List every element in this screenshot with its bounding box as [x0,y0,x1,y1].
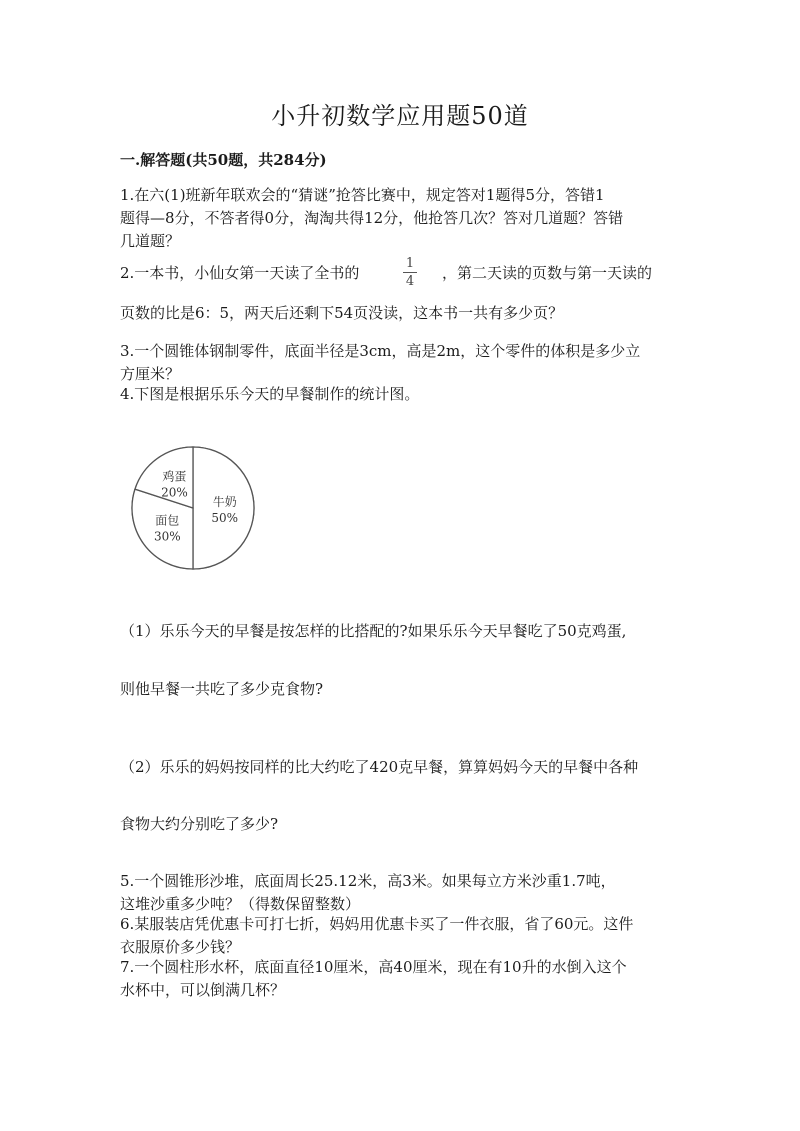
q4-sub1-line-2: 则他早餐一共吃了多少克食物? [120,680,324,698]
pie-label-pct-3: 20% [161,485,188,500]
pie-chart [128,444,264,580]
pie-label-name-3: 鸡蛋 [162,469,187,484]
q4-line-1: 4.下图是根据乐乐今天的早餐制作的统计图。 [120,385,420,403]
q2-line-2: 页数的比是6：5，两天后还剩下54页没读，这本书一共有多少页？ [120,304,564,322]
fraction-denominator: 4 [405,274,415,289]
q7-line-2: 水杯中，可以倒满几杯？ [120,981,286,999]
q4-sub1-line-1: （1）乐乐今天的早餐是按怎样的比搭配的?如果乐乐今天早餐吃了50克鸡蛋, [120,622,627,640]
q1-line-3: 几道题？ [120,232,181,250]
pie-label-pct-2: 30% [153,529,181,544]
q4-sub2-line-2: 食物大约分别吃了多少? [120,815,279,833]
q3-line-1: 3.一个圆锥体钢制零件，底面半径是3cm，高是2m，这个零件的体积是多少立 [120,342,641,360]
q1-line-2: 题得—8分，不答者得0分，淘淘共得12分，他抢答几次？答对几道题？答错 [120,209,624,227]
q5-line-1: 5.一个圆锥形沙堆，底面周长25.12米，高3米。如果每立方米沙重1.7吨， [120,872,616,890]
q6-line-1: 6.某服装店凭优惠卡可打七折，妈妈用优惠卡买了一件衣服，省了60元。这件 [120,915,634,933]
q4-sub2-line-1: （2）乐乐的妈妈按同样的比大约吃了420克早餐，算算妈妈今天的早餐中各种 [120,758,639,776]
pie-label-name-2: 面包 [155,513,180,528]
q6-line-2: 衣服原价多少钱？ [120,938,241,956]
q1-line-1: 1.在六(1)班新年联欢会的“猜谜”抢答比赛中，规定答对1题得5分，答错1 [120,186,605,204]
page-title: 小升初数学应用题50道 [271,102,529,130]
pie-label-name-1: 牛奶 [212,495,237,509]
q2-fraction [400,256,420,289]
fraction-numerator: 1 [405,256,415,271]
pie-label-pct-1: 50% [211,511,239,525]
q7-line-1: 7.一个圆柱形水杯，底面直径10厘米，高40厘米，现在有10升的水倒入这个 [120,958,627,976]
q3-line-2: 方厘米？ [120,365,181,383]
q2-line-1a: 2.一本书，小仙女第一天读了全书的 [120,264,360,282]
q2-line-1b: ，第二天读的页数与第一天读的 [442,264,653,282]
pie-chart-svg [128,444,264,576]
fraction-bar [403,272,417,273]
q5-line-2: 这堆沙重多少吨？（得数保留整数） [120,895,361,913]
section-heading: 一.解答题(共50题，共284分) [120,151,327,169]
